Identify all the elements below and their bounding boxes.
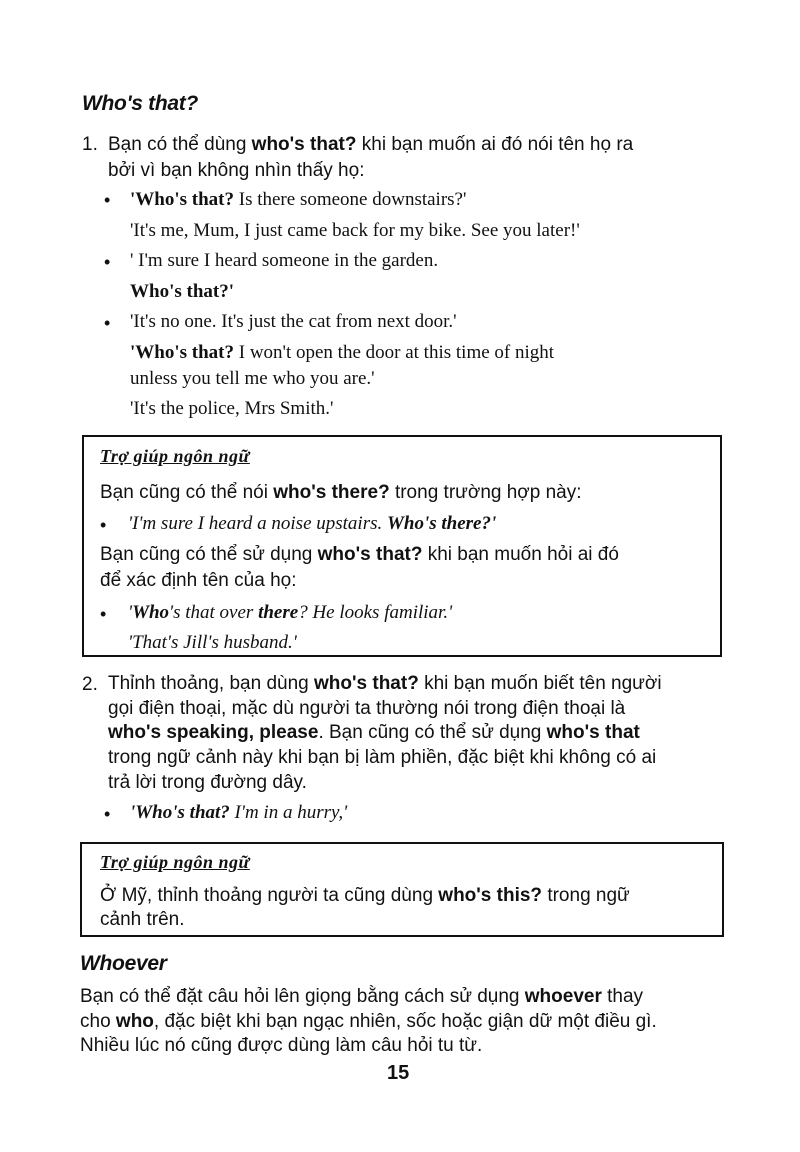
box-1-example-1: 'I'm sure I heard a noise upstairs. Who's there?': [128, 513, 497, 534]
example-3-line-2: 'Who's that? I won't open the door at this time of night: [130, 342, 555, 363]
bullet-icon: •: [100, 515, 107, 535]
item-1-number: 1.: [82, 134, 98, 155]
item-1-line-2: bởi vì bạn không nhìn thấy họ:: [108, 160, 365, 181]
section-2-line-1: Bạn có thể đặt câu hỏi lên giọng bằng cách sử dụng whoever thay: [80, 986, 644, 1007]
example-3-line-1: 'It's no one. It's just the cat from next door.': [130, 311, 457, 332]
box-1-example-2-line-2: 'That's Jill's husband.': [128, 632, 297, 653]
item-1-line-1: Bạn có thể dùng who's that? khi bạn muốn ai đó nói tên họ ra: [108, 134, 634, 155]
language-help-title-2: Trợ giúp ngôn ngữ: [100, 852, 250, 872]
item-2-line-4: trong ngữ cảnh này khi bạn bị làm phiền, đặc biệt khi không có ai: [108, 747, 657, 768]
page-number: 15: [387, 1062, 410, 1084]
section-2-line-2: cho who, đặc biệt khi bạn ngạc nhiên, sốc hoặc giận dữ một điều gì.: [80, 1011, 657, 1032]
example-1-line-2: 'It's me, Mum, I just came back for my bike. See you later!': [130, 220, 580, 241]
bullet-icon: •: [104, 804, 111, 824]
box-1-line-1: Bạn cũng có thể nói who's there? trong trường hợp này:: [100, 482, 582, 503]
example-2-line-1: ' I'm sure I heard someone in the garden.: [130, 250, 439, 271]
item-2-line-1: Thỉnh thoảng, bạn dùng who's that? khi bạn muốn biết tên người: [108, 673, 662, 694]
item-2-line-2: gọi điện thoại, mặc dù người ta thường nói trong điện thoại là: [108, 698, 626, 719]
section-2-line-3: Nhiều lúc nó cũng được dùng làm câu hỏi tu từ.: [80, 1035, 483, 1056]
section-heading-whos-that: Who's that?: [82, 92, 199, 115]
item-2-line-3: who's speaking, please. Bạn cũng có thể sử dụng who's that: [108, 722, 640, 743]
item-2-number: 2.: [82, 674, 98, 695]
box-1-example-2-line-1: 'Who's that over there? He looks familiar.': [128, 602, 453, 623]
box-2-line-2: cảnh trên.: [100, 909, 185, 930]
bullet-icon: •: [104, 252, 111, 272]
example-2-line-2: Who's that?': [130, 281, 234, 302]
bullet-icon: •: [104, 190, 111, 210]
bullet-icon: •: [100, 604, 107, 624]
language-help-title-1: Trợ giúp ngôn ngữ: [100, 446, 250, 466]
example-1-line-1: 'Who's that? Is there someone downstairs?': [130, 189, 467, 210]
item-2-line-5: trả lời trong đường dây.: [108, 772, 307, 793]
box-2-line-1: Ở Mỹ, thỉnh thoảng người ta cũng dùng who's this? trong ngữ: [100, 885, 630, 906]
bullet-icon: •: [104, 313, 111, 333]
box-1-line-2: Bạn cũng có thể sử dụng who's that? khi bạn muốn hỏi ai đó: [100, 544, 619, 565]
item-2-example-1: 'Who's that? I'm in a hurry,': [130, 802, 348, 823]
example-3-line-3: unless you tell me who you are.': [130, 368, 375, 389]
section-heading-whoever: Whoever: [80, 952, 167, 975]
box-1-line-3: để xác định tên của họ:: [100, 570, 297, 591]
example-3-line-4: 'It's the police, Mrs Smith.': [130, 398, 334, 419]
